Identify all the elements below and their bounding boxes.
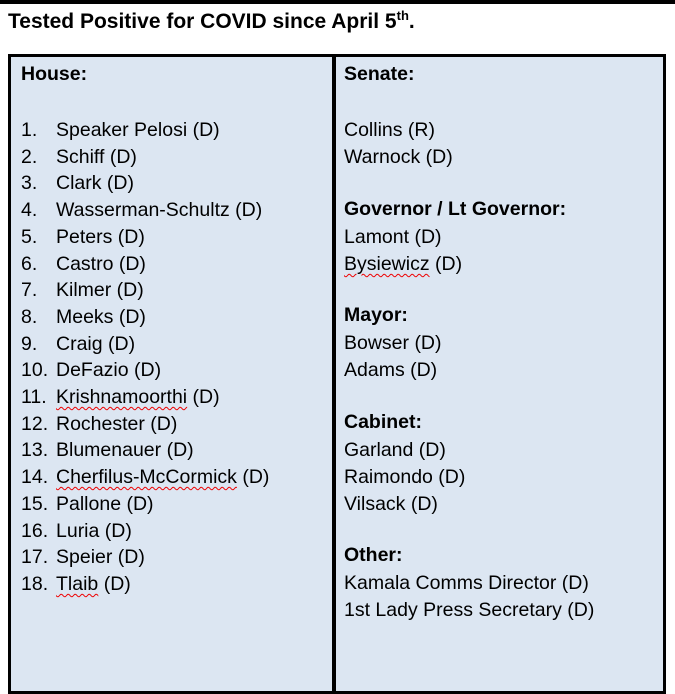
- house-item-name: Pallone: [56, 492, 122, 515]
- house-item: [21, 357, 161, 383]
- senate-header: Senate:: [344, 63, 415, 85]
- house-item-number: 3.: [21, 172, 38, 195]
- house-item-party: (D): [112, 225, 145, 248]
- house-item-party: (D): [236, 466, 270, 489]
- house-item-name: Luria: [56, 519, 100, 542]
- house-item-number: 18.: [21, 572, 49, 595]
- house-item: [21, 224, 145, 250]
- cabinet-header: Cabinet:: [344, 411, 422, 433]
- house-header: House:: [21, 63, 88, 85]
- house-item-name: Meeks: [56, 305, 114, 328]
- governor-header: Governor / Lt Governor:: [344, 198, 567, 220]
- top-rule: [0, 0, 675, 4]
- house-item-name: Cherfilus-McCormick: [56, 466, 237, 489]
- cabinet-item: Vilsack (D): [344, 493, 438, 515]
- house-item-party: (D): [99, 519, 132, 542]
- house-item-party: (D): [144, 412, 178, 435]
- house-item-party: (D): [161, 439, 194, 462]
- house-item: [21, 117, 220, 143]
- house-item-party: (D): [187, 119, 220, 141]
- house-item-name: Wasserman-Schultz: [56, 199, 230, 222]
- house-item-party: (D): [121, 492, 154, 515]
- house-item-number: 12.: [21, 412, 49, 435]
- house-item: [21, 571, 131, 597]
- house-item-number: 7.: [21, 279, 38, 302]
- house-item: [21, 277, 144, 303]
- house-item-number: 11.: [21, 386, 47, 408]
- house-item-number: 16.: [21, 519, 49, 542]
- house-item-number: 10.: [21, 359, 49, 382]
- house-item-party: (D): [113, 305, 146, 328]
- house-item-name: Speier: [56, 546, 113, 569]
- house-item: [21, 411, 177, 437]
- cabinet-item: Raimondo (D): [344, 466, 466, 488]
- house-item: [21, 464, 269, 490]
- house-item-number: 1.: [21, 119, 38, 141]
- house-item-party: (D): [102, 332, 136, 355]
- house-item-name: Kilmer: [56, 279, 112, 302]
- senate-item: Warnock (D): [344, 146, 453, 168]
- other-item: 1st Lady Press Secretary (D): [344, 599, 595, 621]
- governor-item: Bysiewicz (D): [344, 253, 463, 275]
- cabinet-item: Garland (D): [344, 439, 446, 461]
- house-item-number: 14.: [21, 466, 49, 489]
- house-item-name: Rochester: [56, 412, 145, 435]
- mayor-item: Adams (D): [344, 359, 438, 381]
- house-item-name: Castro: [56, 252, 114, 275]
- senate-item: Collins (R): [344, 119, 436, 141]
- house-item: [21, 437, 194, 463]
- mayor-header: Mayor:: [344, 304, 408, 326]
- house-item: [21, 304, 146, 330]
- page-title: Tested Positive for COVID since April 5th.: [8, 8, 415, 33]
- house-item-number: 4.: [21, 199, 38, 222]
- house-item: [21, 491, 154, 517]
- house-item: [21, 518, 132, 544]
- house-item-party: (D): [104, 145, 137, 168]
- house-item-name: Speaker Pelosi: [56, 119, 188, 141]
- house-item-name: Schiff: [56, 145, 105, 168]
- house-item-party: (D): [187, 386, 220, 408]
- house-item: [21, 170, 134, 196]
- house-item-number: 6.: [21, 252, 38, 275]
- house-item-party: (D): [112, 546, 145, 569]
- house-item: [21, 384, 220, 410]
- house-item: [21, 197, 262, 223]
- governor-item-name: Bysiewicz: [344, 253, 430, 275]
- house-item-name: Tlaib: [56, 572, 99, 595]
- column-divider: [332, 57, 336, 691]
- house-item-number: 5.: [21, 225, 38, 248]
- house-item-name: Krishnamoorthi: [56, 386, 188, 408]
- house-item: [21, 544, 145, 570]
- other-header: Other:: [344, 544, 403, 566]
- house-item-number: 8.: [21, 305, 38, 328]
- house-item-number: 15.: [21, 492, 49, 515]
- house-item-number: 2.: [21, 145, 38, 168]
- house-item-party: (D): [113, 252, 146, 275]
- house-item: [21, 251, 146, 277]
- house-item-number: 17.: [21, 546, 49, 569]
- other-item: Kamala Comms Director (D): [344, 572, 589, 594]
- house-item-party: (D): [229, 199, 263, 222]
- house-item-party: (D): [128, 359, 162, 382]
- house-item-name: Blumenauer: [56, 439, 162, 462]
- house-item-party: (D): [101, 172, 135, 195]
- house-item-name: DeFazio: [56, 359, 129, 382]
- house-item-name: Craig: [56, 332, 103, 355]
- house-item-party: (D): [98, 572, 131, 595]
- mayor-item: Bowser (D): [344, 332, 442, 354]
- house-item: [21, 144, 137, 170]
- house-item: [21, 331, 135, 357]
- house-item-party: (D): [111, 279, 144, 302]
- house-item-number: 9.: [21, 332, 38, 355]
- house-item-name: Clark: [56, 172, 102, 195]
- governor-item: Lamont (D): [344, 226, 442, 248]
- house-item-name: Peters: [56, 225, 113, 248]
- house-item-number: 13.: [21, 439, 49, 462]
- results-table: [8, 54, 666, 694]
